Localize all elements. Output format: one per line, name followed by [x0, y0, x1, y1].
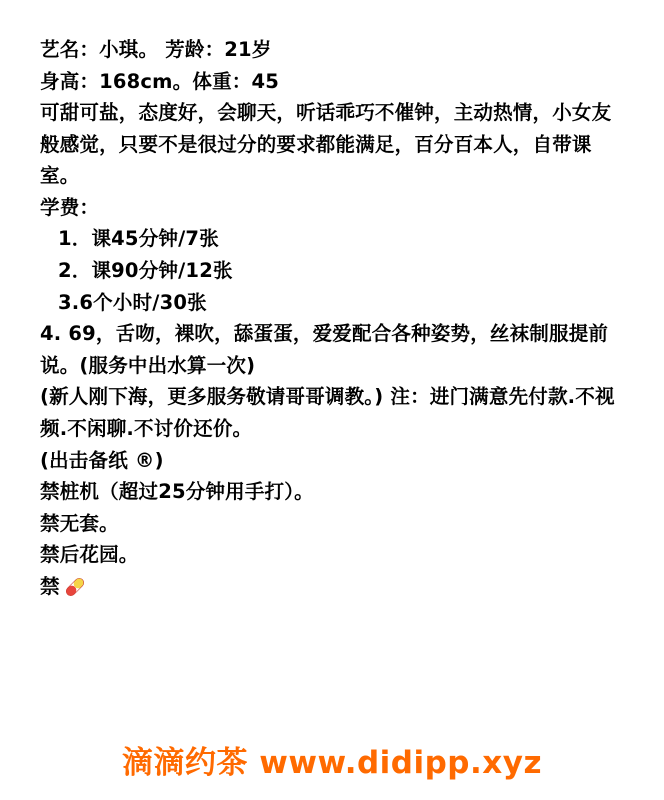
rule-item: 禁无套。 — [40, 511, 119, 535]
description-paragraph: 可甜可盐，态度好，会聊天，听话乖巧不催钟，主动热情，小女友般感觉，只要不是很过分的要求都能满足，百分百本人，自带课室。 — [40, 101, 612, 188]
fee-label: 学费： — [40, 195, 100, 219]
footer-watermark: 滴滴约茶 www.didipp.xyz — [121, 745, 543, 781]
list-item: 1．课45分钟/7张 — [58, 227, 219, 251]
notice-paragraph: (新人刚下海，更多服务敬请哥哥调教。) 注：进门满意先付款.不视频.不闲聊.不讨价还价。 — [40, 385, 615, 440]
height-weight-line: 身高：168cm。体重：45 — [40, 69, 280, 93]
capsule-pill-icon — [62, 574, 88, 600]
stage-name-line: 艺名：小琪。 芳龄：21岁 — [40, 38, 272, 61]
fee-list — [40, 223, 624, 318]
list-item: 2．课90分钟/12张 — [58, 259, 233, 283]
services-paragraph: 4. 69，舌吻，裸吹，舔蛋蛋，爱爱配合各种姿势，丝袜制服提前说。(服务中出水算一次) — [40, 322, 609, 377]
note-line: (出击备纸 ®) — [40, 448, 164, 472]
rule-item: 禁后花园。 — [40, 543, 139, 567]
rule-prefix: 禁 — [40, 574, 60, 598]
list-item: 3.6个小时/30张 — [58, 290, 207, 314]
rule-item-pill — [40, 571, 624, 603]
document-body — [40, 34, 624, 602]
rule-item: 禁桩机（超过25分钟用手打）。 — [40, 480, 314, 504]
